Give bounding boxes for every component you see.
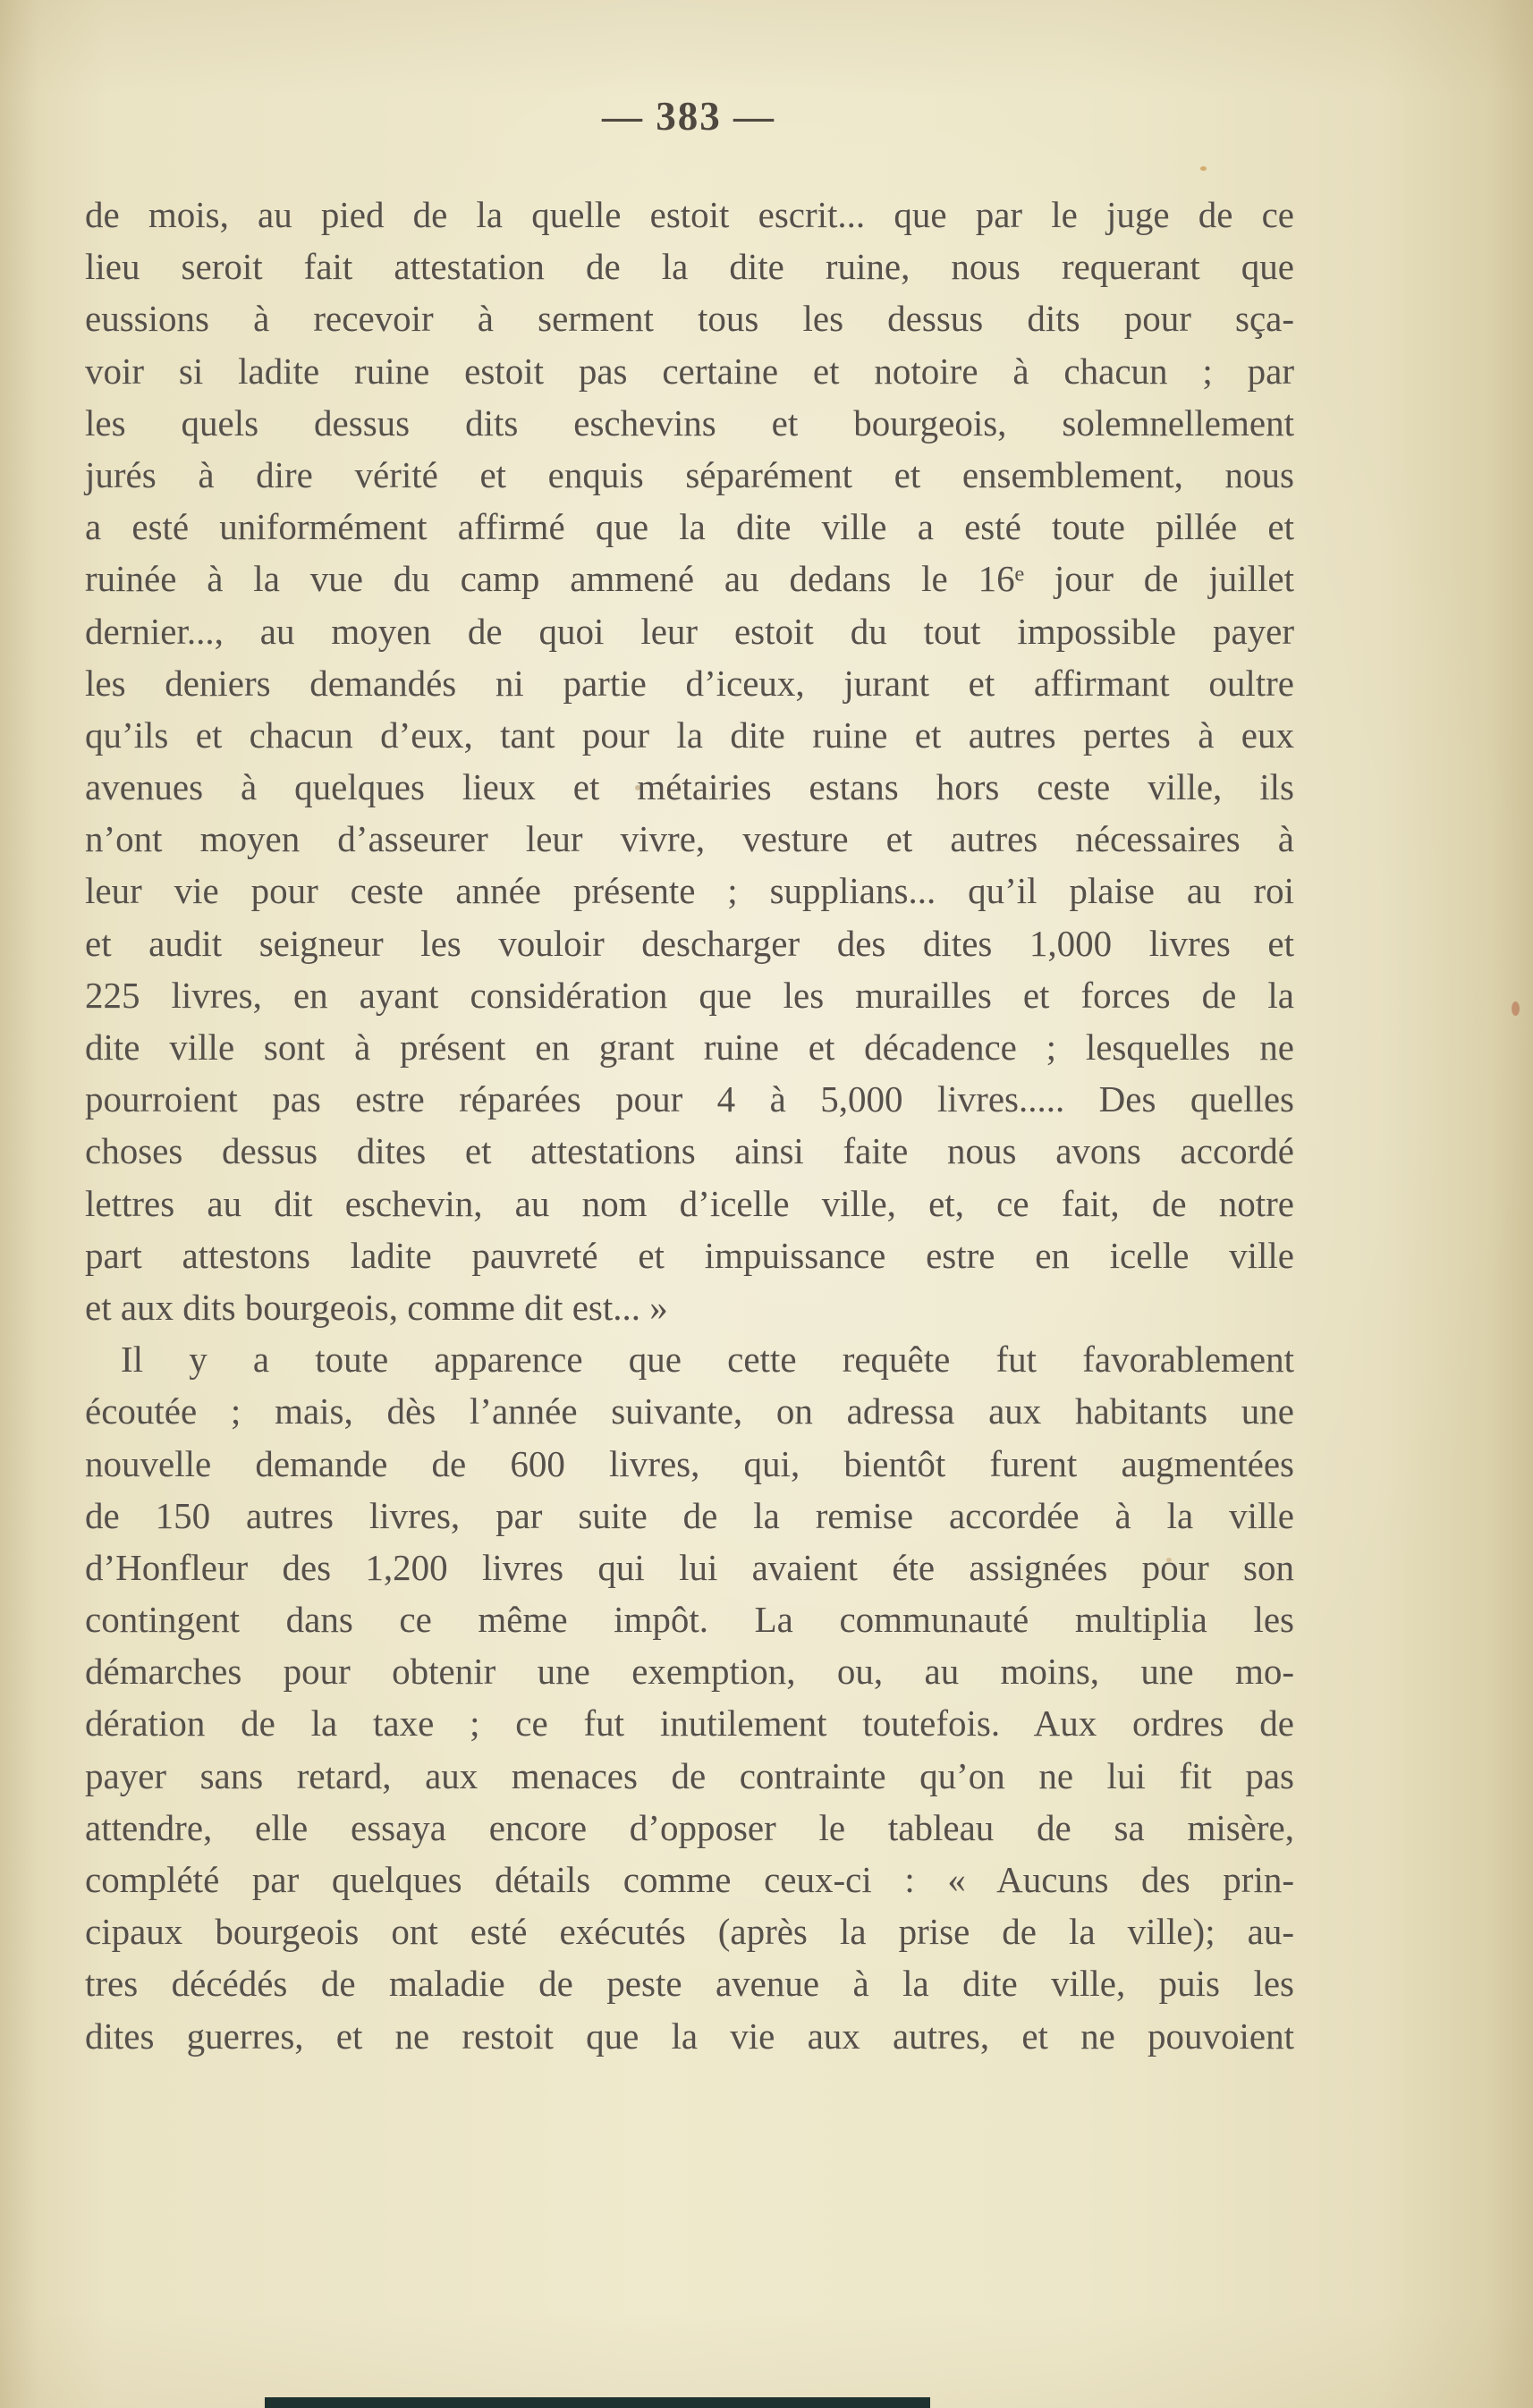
text-line: avenues à quelques lieux et métairies estans hors ceste ville, ils [85, 766, 1294, 808]
text-line: dite ville sont à présent en grant ruine et décadence ; lesquelles ne [85, 1027, 1294, 1068]
text-line: lettres au dit eschevin, au nom d’icelle ville, et, ce fait, de notre [85, 1182, 1294, 1224]
text-line: payer sans retard, aux menaces de contrainte qu’on ne lui fit pas [85, 1754, 1294, 1796]
foxing-speck [1200, 166, 1207, 171]
foxing-speck [1512, 1001, 1520, 1016]
text-line: choses dessus dites et attestations ainsi faite nous avons accordé [85, 1130, 1294, 1172]
text-line: de 150 autres livres, par suite de la remise accordée à la ville [85, 1494, 1294, 1536]
text-line: ruinée à la vue du camp ammené au dedans le 16ᵉ jour de juillet [85, 558, 1294, 600]
page-number: — 383 — [602, 94, 775, 139]
text-line: eussions à recevoir à serment tous les dessus dits pour sça- [85, 298, 1294, 340]
text-line: part attestons ladite pauvreté et impuissance estre en icelle ville [85, 1234, 1294, 1276]
text-line: Il y a toute apparence que cette requête fut favorablement [121, 1339, 1294, 1381]
text-line: nouvelle demande de 600 livres, qui, bientôt furent augmentées [85, 1442, 1294, 1484]
text-line: qu’ils et chacun d’eux, tant pour la dite ruine et autres pertes à eux [85, 714, 1294, 756]
text-line: voir si ladite ruine estoit pas certaine et notoire à chacun ; par [85, 350, 1294, 392]
foxing-speck [635, 785, 640, 790]
scan-edge-artifact [265, 2397, 930, 2408]
text-line: leur vie pour ceste année présente ; supplians... qu’il plaise au roi [85, 870, 1294, 912]
text-line: d’Honfleur des 1,200 livres qui lui avaient éte assignées pour son [85, 1546, 1294, 1588]
text-line: dernier..., au moyen de quoi leur estoit du tout impossible payer [85, 610, 1294, 652]
text-line: contingent dans ce même impôt. La communauté multiplia les [85, 1599, 1294, 1641]
text-line: complété par quelques détails comme ceux-ci : « Aucuns des prin- [85, 1859, 1294, 1900]
text-line: dites guerres, et ne restoit que la vie aux autres, et ne pouvoient [85, 2015, 1294, 2057]
text-line: et aux dits bourgeois, comme dit est... » [85, 1286, 668, 1328]
text-line: démarches pour obtenir une exemption, ou, au moins, une mo- [85, 1651, 1294, 1693]
text-line: les deniers demandés ni partie d’iceux, jurant et affirmant oultre [85, 662, 1294, 704]
text-line: a esté uniformément affirmé que la dite ville a esté toute pillée et [85, 506, 1294, 548]
text-line: lieu seroit fait attestation de la dite ruine, nous requerant que [85, 246, 1294, 288]
text-line: 225 livres, en ayant considération que les murailles et forces de la [85, 974, 1294, 1016]
paragraph-quote [85, 189, 1294, 1333]
text-line: de mois, au pied de la quelle estoit escrit... que par le juge de ce [85, 194, 1294, 235]
text-line: dération de la taxe ; ce fut inutilement toutefois. Aux ordres de [85, 1702, 1294, 1745]
body-text [85, 189, 1294, 2062]
text-line: les quels dessus dits eschevins et bourgeois, solemnellement [85, 401, 1294, 444]
foxing-speck [1166, 1558, 1172, 1562]
text-line: cipaux bourgeois ont esté exécutés (après la prise de la ville); au- [85, 1911, 1294, 1953]
text-line: et audit seigneur les vouloir descharger des dites 1,000 livres et [85, 922, 1294, 964]
text-line: attendre, elle essaya encore d’opposer le tableau de sa misère, [85, 1806, 1294, 1848]
paragraph-narrative [85, 1333, 1294, 2062]
text-line: écoutée ; mais, dès l’année suivante, on adressa aux habitants une [85, 1390, 1294, 1432]
text-line: tres décédés de maladie de peste avenue à la dite ville, puis les [85, 1963, 1294, 2005]
text-line: jurés à dire vérité et enquis séparément et ensemblement, nous [85, 453, 1294, 495]
text-line: n’ont moyen d’asseurer leur vivre, vesture et autres nécessaires à [85, 818, 1294, 860]
text-line: pourroient pas estre réparées pour 4 à 5,000 livres..... Des quelles [85, 1078, 1294, 1120]
